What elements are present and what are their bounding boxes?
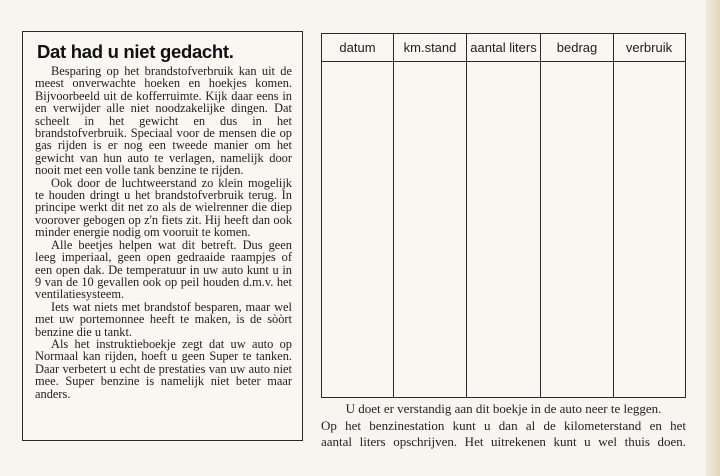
column-header-bedrag: bedrag bbox=[541, 34, 614, 61]
column-header-km-stand: km.stand bbox=[394, 34, 467, 61]
column-verbruik-entry-area bbox=[614, 62, 684, 397]
article-paragraph: Iets wat niets met brandstof besparen, maar wel met uw portemonnee heeft te maken, is de sòòrt benzine die u tankt. bbox=[35, 299, 292, 339]
article-paragraph: Besparing op het brandstofverbruik kan uit de meest onverwachte hoeken en hoekjes komen. Bijvoorbeeld uit de kofferruimte. Kijk daar eens in en verwijder alle niet noodzakelijke dingen. Dat scheelt in het gewicht en dus in het brandstofverbruik. Speciaal voor de mensen die op gas rijden is er nog een tweede manier om het gewicht van hun auto te verlagen, namelijk door nooit met een volle tank benzine te rijden. bbox=[35, 64, 292, 178]
article-paragraph: Als het instruktieboekje zegt dat uw auto op Normaal kan rijden, hoeft u geen Super te tanken. Daar verbetert u echt de prestaties van uw auto niet mee. Super benzine is namelijk niet beter maar anders. bbox=[35, 336, 292, 401]
footnote-line: aantal liters opschrijven. Het uitrekenen kunt u wel thuis doen. bbox=[321, 434, 686, 449]
column-aantal-liters-entry-area bbox=[467, 62, 541, 397]
column-bedrag-entry-area bbox=[541, 62, 614, 397]
footnote-line: Op het benzinestation kunt u dan al de kilometerstand en het bbox=[321, 417, 686, 433]
footnote-line: U doet er verstandig aan dit boekje in de auto neer te leggen. bbox=[345, 401, 662, 416]
article-paragraph: Alle beetjes helpen wat dit betreft. Dus geen leeg imperiaal, geen open gedraaide raampjes of een open dak. De temperatuur in uw auto kunt u in 9 van de 10 gevallen ook op peil houden d.m.v. het ventilatiesysteem. bbox=[35, 237, 292, 302]
table-header-row bbox=[322, 34, 685, 62]
article-title: Dat had u niet gedacht. bbox=[37, 41, 234, 62]
column-header-aantal-liters: aantal liters bbox=[467, 34, 541, 61]
article-box bbox=[22, 31, 303, 441]
table-body bbox=[322, 62, 685, 397]
column-header-verbruik: verbruik bbox=[625, 40, 673, 55]
column-datum-entry-area bbox=[322, 62, 394, 397]
column-km-stand-entry-area bbox=[394, 62, 467, 397]
page-edge bbox=[706, 0, 720, 476]
footnote bbox=[321, 401, 686, 451]
fuel-log-table bbox=[321, 33, 686, 398]
column-header-datum: datum bbox=[322, 34, 394, 61]
article-paragraph: Ook door de luchtweerstand zo klein mogelijk te houden dringt u het brandstofverbruik terug. In principe werkt dit net zo als de wielrenner die diep voorover gebogen op z'n fiets zit. Hij heeft dan ook minder energie nodig om vooruit te komen. bbox=[35, 175, 292, 240]
